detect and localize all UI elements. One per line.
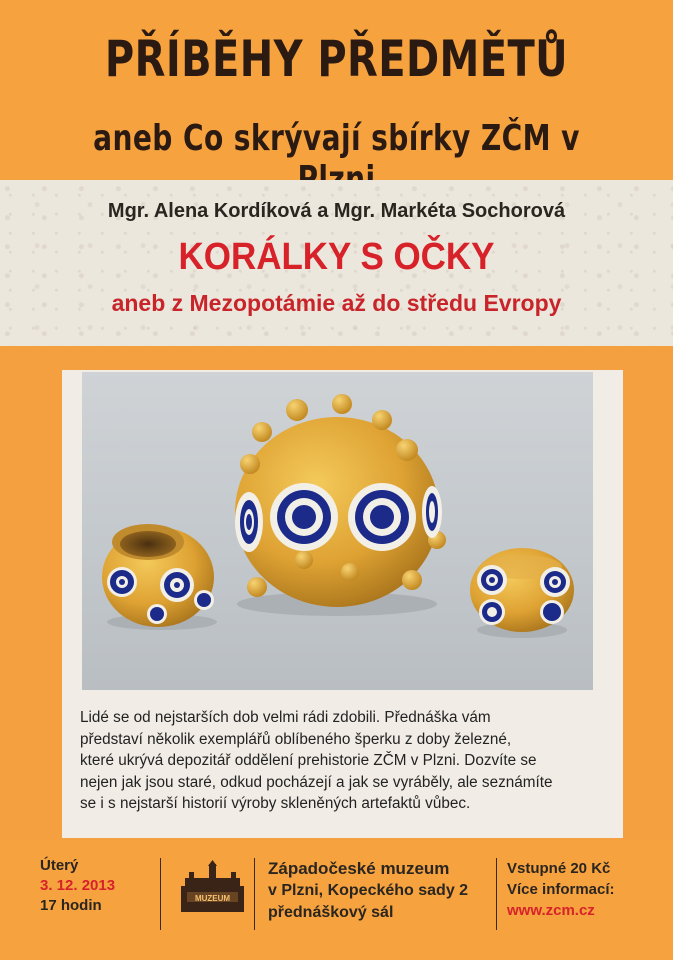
event-date-block	[40, 856, 150, 916]
venue-block	[268, 858, 490, 924]
footer-divider	[254, 858, 255, 930]
large-bead	[235, 394, 446, 607]
description-line: Lidé se od nejstarších dob velmi rádi zdobili. Přednáška vám	[80, 709, 491, 726]
beads-illustration	[82, 372, 593, 690]
lecture-description	[80, 707, 600, 815]
more-info-label: Více informací:	[507, 881, 615, 898]
description-line: nejen jak jsou staré, odkud pocházejí a jak se vyráběly, ale seznámíte	[80, 773, 553, 791]
venue-room: přednáškový sál	[268, 904, 394, 921]
website-link[interactable]: www.zcm.cz	[507, 902, 595, 919]
event-time: 17 hodin	[40, 897, 102, 914]
series-subtitle: aneb Co skrývají sbírky ZČM v	[93, 118, 580, 159]
lecture-subtitle: aneb z Mezopotámie až do středu Evropy	[111, 290, 562, 316]
description-line: se i s nejstarší historií výroby skleněných artefaktů vůbec.	[80, 795, 471, 812]
series-title: PŘÍBĚHY PŘEDMĚTŮ	[104, 30, 569, 88]
museum-building-icon	[175, 860, 250, 922]
event-day: Úterý	[40, 857, 79, 874]
description-line: které ukrývá depozitář oddělení prehistorie ZČM v Plzni. Dozvíte se	[80, 752, 537, 769]
beads-photo	[82, 372, 593, 690]
venue-name: Západočeské muzeum	[268, 859, 450, 878]
lecture-title: KORÁLKY S OČKY	[178, 236, 495, 278]
right-bead	[470, 548, 574, 632]
lecture-authors: Mgr. Alena Kordíková a Mgr. Markéta Sochorová	[107, 200, 566, 222]
footer-divider	[160, 858, 161, 930]
info-block	[507, 858, 667, 921]
event-date: 3. 12. 2013	[40, 877, 116, 894]
admission-price: Vstupné 20 Kč	[507, 860, 611, 877]
left-bead	[102, 524, 214, 627]
museum-logo-text: MUZEUM	[194, 894, 231, 903]
footer-divider	[496, 858, 497, 930]
museum-logo	[175, 860, 250, 922]
description-line: představí několik exemplářů oblíbeného šperku z doby železné,	[80, 730, 512, 748]
venue-address: v Plzni, Kopeckého sady 2	[268, 882, 469, 899]
